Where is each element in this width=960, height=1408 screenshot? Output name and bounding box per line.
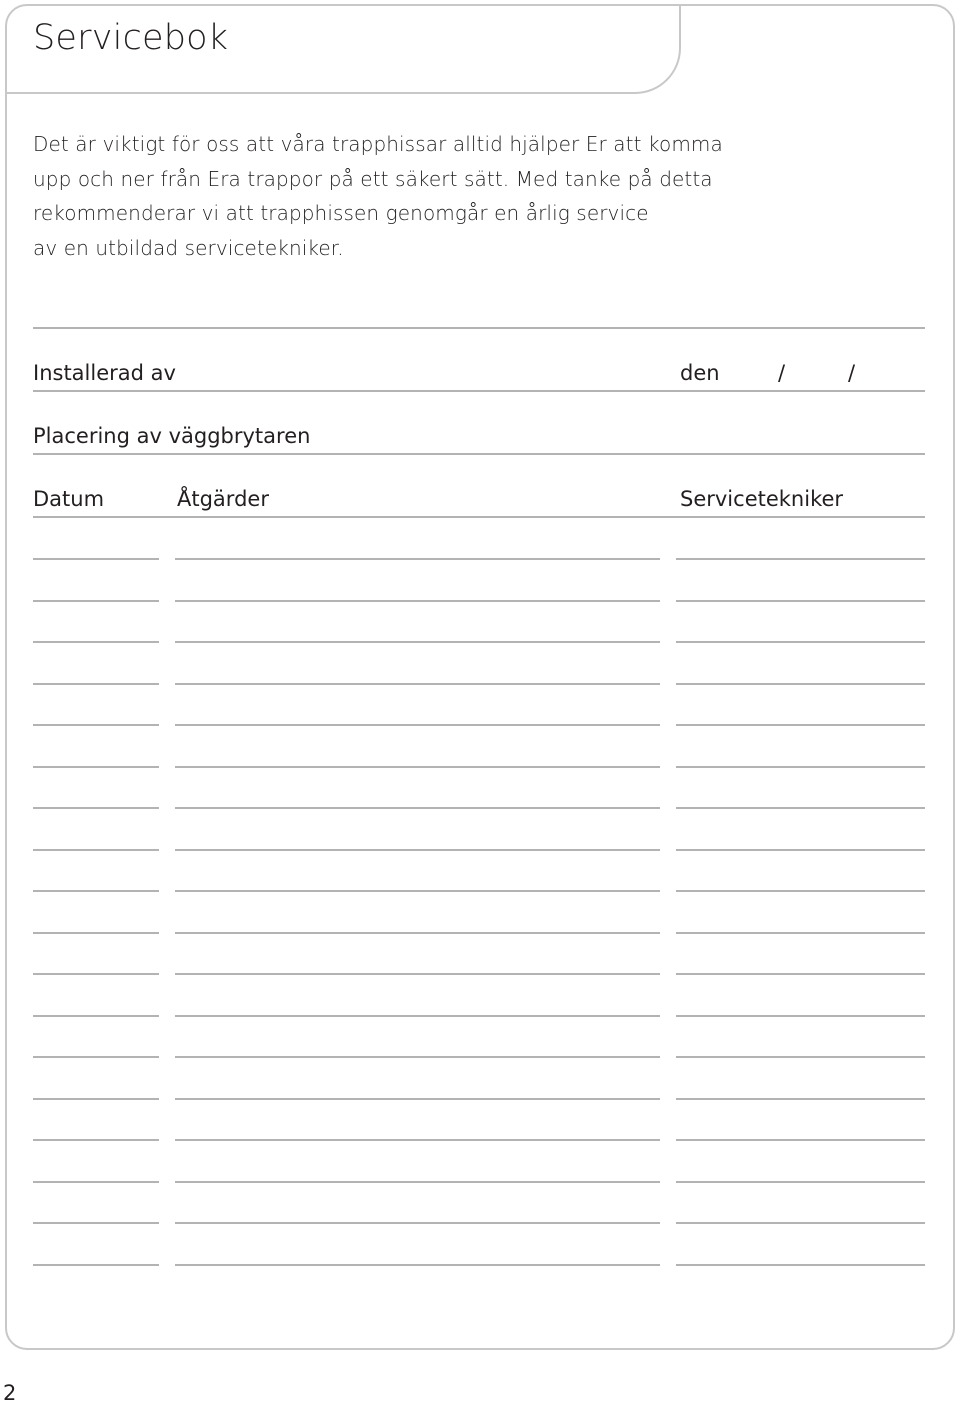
technician-entry-line[interactable] (676, 932, 925, 934)
placement-field-line[interactable] (33, 453, 925, 455)
technician-entry-line[interactable] (676, 641, 925, 643)
actions-entry-line[interactable] (175, 641, 660, 643)
installed-by-field-line[interactable] (33, 390, 925, 392)
technician-entry-line[interactable] (676, 1222, 925, 1224)
intro-line: rekommenderar vi att trapphissen genomgår en årlig service (33, 201, 649, 225)
date-entry-line[interactable] (33, 1222, 159, 1224)
actions-entry-line[interactable] (175, 849, 660, 851)
actions-entry-line[interactable] (175, 973, 660, 975)
column-header-actions: Åtgärder (177, 487, 269, 511)
intro-line: av en utbildad servicetekniker. (33, 235, 344, 260)
actions-entry-line[interactable] (175, 1098, 660, 1100)
actions-entry-line[interactable] (175, 724, 660, 726)
installed-by-label: Installerad av (33, 361, 176, 385)
date-entry-line[interactable] (33, 766, 159, 768)
actions-entry-line[interactable] (175, 1056, 660, 1058)
page-title: Servicebok (33, 18, 229, 58)
date-entry-line[interactable] (33, 1056, 159, 1058)
date-entry-line[interactable] (33, 600, 159, 602)
technician-entry-line[interactable] (676, 1098, 925, 1100)
date-entry-line[interactable] (33, 683, 159, 685)
actions-entry-line[interactable] (175, 1139, 660, 1141)
actions-entry-line[interactable] (175, 683, 660, 685)
technician-entry-line[interactable] (676, 807, 925, 809)
date-entry-line[interactable] (33, 1139, 159, 1141)
technician-entry-line[interactable] (676, 683, 925, 685)
technician-entry-line[interactable] (676, 973, 925, 975)
column-header-date: Datum (33, 487, 105, 511)
actions-entry-line[interactable] (175, 1181, 660, 1183)
intro-line: upp och ner från Era trappor på ett säkert sätt. Med tanke på detta (33, 166, 713, 191)
date-separator: / (778, 361, 786, 385)
technician-entry-line[interactable] (676, 724, 925, 726)
actions-entry-line[interactable] (175, 1264, 660, 1266)
date-entry-line[interactable] (33, 1015, 159, 1017)
technician-entry-line[interactable] (676, 558, 925, 560)
intro-line: Det är viktigt för oss att våra trapphissar alltid hjälper Er att komma (33, 132, 723, 156)
actions-entry-line[interactable] (175, 1015, 660, 1017)
date-entry-line[interactable] (33, 973, 159, 975)
intro-paragraph (33, 127, 733, 265)
table-header-rule (33, 516, 925, 518)
date-entry-line[interactable] (33, 1264, 159, 1266)
placement-label: Placering av väggbrytaren (33, 424, 311, 448)
rule-above-installed (33, 327, 925, 329)
date-entry-line[interactable] (33, 558, 159, 560)
actions-entry-line[interactable] (175, 932, 660, 934)
actions-entry-line[interactable] (175, 766, 660, 768)
page-number: 2 (3, 1381, 17, 1405)
date-separator: / (848, 361, 856, 385)
date-entry-line[interactable] (33, 807, 159, 809)
technician-entry-line[interactable] (676, 1264, 925, 1266)
actions-entry-line[interactable] (175, 558, 660, 560)
actions-entry-line[interactable] (175, 600, 660, 602)
date-entry-line[interactable] (33, 1181, 159, 1183)
actions-entry-line[interactable] (175, 807, 660, 809)
technician-entry-line[interactable] (676, 1015, 925, 1017)
actions-entry-line[interactable] (175, 890, 660, 892)
date-entry-line[interactable] (33, 849, 159, 851)
technician-entry-line[interactable] (676, 890, 925, 892)
date-label: den (680, 361, 720, 385)
date-entry-line[interactable] (33, 641, 159, 643)
technician-entry-line[interactable] (676, 1181, 925, 1183)
technician-entry-line[interactable] (676, 600, 925, 602)
date-entry-line[interactable] (33, 1098, 159, 1100)
column-header-technician: Servicetekniker (680, 487, 844, 511)
technician-entry-line[interactable] (676, 1056, 925, 1058)
technician-entry-line[interactable] (676, 1139, 925, 1141)
date-entry-line[interactable] (33, 932, 159, 934)
actions-entry-line[interactable] (175, 1222, 660, 1224)
technician-entry-line[interactable] (676, 849, 925, 851)
date-entry-line[interactable] (33, 724, 159, 726)
technician-entry-line[interactable] (676, 766, 925, 768)
date-entry-line[interactable] (33, 890, 159, 892)
